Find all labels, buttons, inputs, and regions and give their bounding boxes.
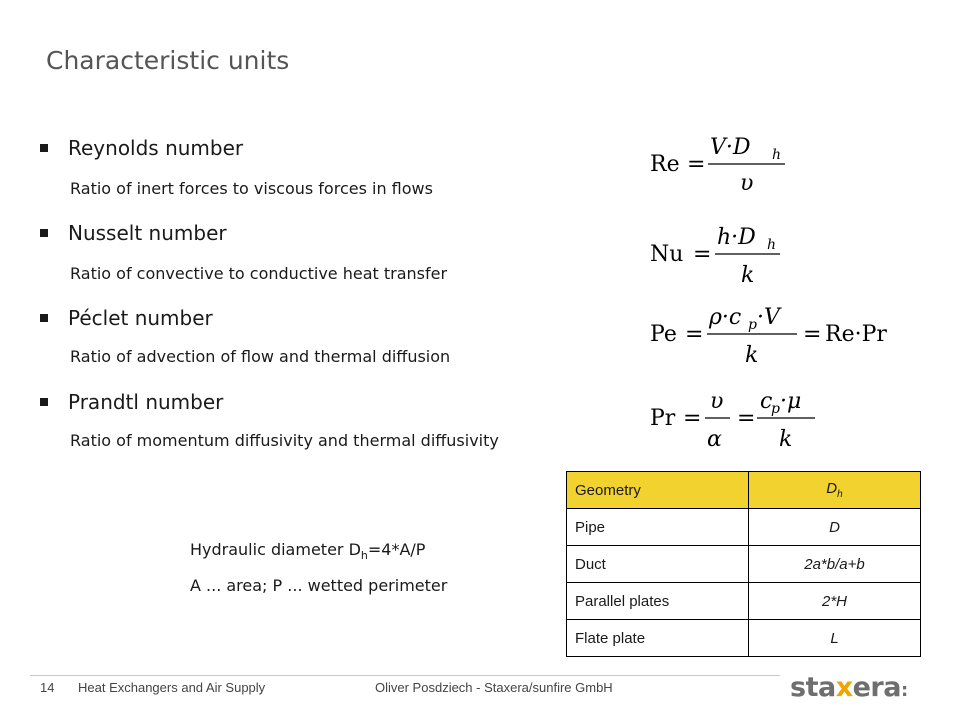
formula-numerator: ·μ (780, 389, 802, 414)
reynolds-formula (645, 128, 795, 198)
footer-divider (30, 675, 780, 676)
formula-numerator: ρ·c (709, 305, 742, 330)
formula-denominator: k (741, 263, 755, 288)
bullet-heading: Reynolds number (68, 136, 244, 160)
table-cell-dh: L (749, 620, 921, 657)
hydraulic-text: Hydraulic diameter D (190, 540, 361, 559)
formula-subscript: h (772, 147, 782, 163)
table-header-dh (749, 472, 921, 509)
bullet-square-icon (40, 314, 48, 322)
formula-lhs: Pe (650, 322, 677, 347)
formula-lhs: Nu (650, 242, 684, 267)
equals-sign: = (687, 152, 706, 177)
table-row (567, 620, 921, 657)
formula-lhs: Re (650, 152, 680, 177)
table-cell-dh: D (749, 509, 921, 546)
bullet-description: Ratio of advection of flow and thermal diffusion (70, 347, 451, 366)
bullet-description: Ratio of convective to conductive heat transfer (70, 264, 448, 283)
bullet-description: Ratio of momentum diffusivity and thermal diffusivity (70, 431, 499, 450)
hydraulic-subscript: h (360, 549, 368, 563)
equals-sign: = (683, 406, 702, 431)
page-number: 14 (40, 680, 55, 695)
nusselt-formula (645, 218, 795, 288)
table-header-row (567, 472, 921, 509)
formula-numerator: c (760, 389, 773, 414)
bullet-heading: Nusselt number (68, 221, 227, 245)
bullet-reynolds (40, 136, 243, 160)
equals-sign: = (685, 322, 704, 347)
bullet-description: Ratio of inert forces to viscous forces in flows (70, 179, 433, 198)
equals-sign: = (803, 322, 822, 347)
table-cell-geometry: Parallel plates (567, 583, 749, 620)
hydraulic-formula: =4*A/P (367, 540, 426, 559)
bullet-square-icon (40, 398, 48, 406)
formula-denominator: υ (740, 171, 754, 196)
formula-denominator: α (707, 427, 722, 452)
footer-author: Oliver Posdziech - Staxera/sunfire GmbH (375, 680, 613, 695)
hydraulic-diameter-definition (190, 540, 425, 562)
table-row (567, 546, 921, 583)
formula-subscript: p (748, 317, 757, 333)
formula-rhs: Re·Pr (825, 322, 887, 347)
bullet-nusselt (40, 221, 227, 245)
table-cell-dh: 2*H (749, 583, 921, 620)
formula-numerator: V·D (710, 135, 751, 160)
staxera-logo: staxera: (790, 672, 908, 703)
table-header-geometry: Geometry (567, 472, 749, 509)
table-cell-dh: 2a*b/a+b (749, 546, 921, 583)
bullet-peclet (40, 306, 213, 330)
formula-subscript: p (771, 401, 780, 417)
table-row (567, 583, 921, 620)
table-row (567, 509, 921, 546)
footer-course-title: Heat Exchangers and Air Supply (78, 680, 266, 695)
formula-denominator: k (779, 427, 793, 452)
formula-numerator: υ (710, 389, 724, 414)
page-title: Characteristic units (46, 46, 290, 75)
formula-numerator: h·D (717, 225, 756, 250)
bullet-prandtl (40, 390, 223, 414)
peclet-formula (645, 298, 905, 373)
equals-sign: = (693, 242, 712, 267)
prandtl-formula (645, 382, 845, 457)
table-cell-geometry: Pipe (567, 509, 749, 546)
formula-lhs: Pr (650, 406, 676, 431)
hydraulic-diameter-table (566, 471, 921, 657)
hydraulic-legend: A ... area; P ... wetted perimeter (190, 576, 448, 595)
dh-symbol: D (826, 480, 838, 497)
table-cell-geometry: Duct (567, 546, 749, 583)
table-cell-geometry: Flate plate (567, 620, 749, 657)
bullet-heading: Péclet number (68, 306, 213, 330)
bullet-square-icon (40, 144, 48, 152)
dh-subscript: h (837, 489, 843, 500)
bullet-square-icon (40, 229, 48, 237)
bullet-heading: Prandtl number (68, 390, 224, 414)
equals-sign: = (737, 406, 756, 431)
formula-subscript: h (767, 237, 777, 253)
formula-denominator: k (745, 343, 759, 368)
formula-numerator: ·V (757, 305, 780, 330)
